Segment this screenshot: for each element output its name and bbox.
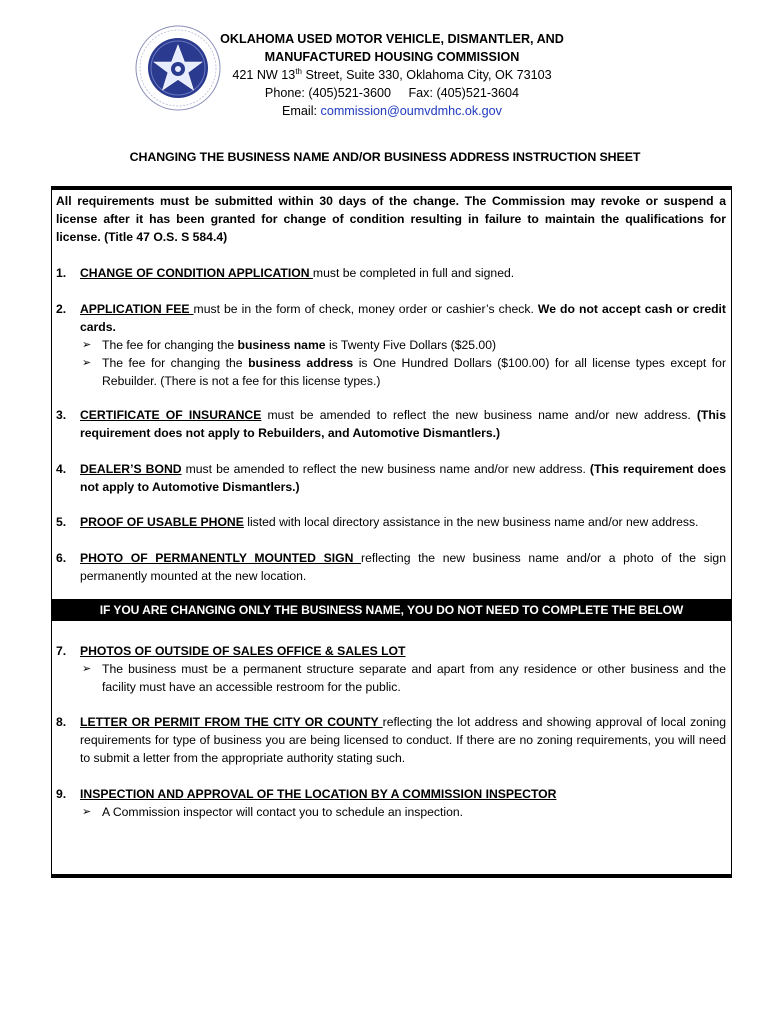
- item-heading: DEALER’S BOND: [80, 462, 182, 476]
- state-seal-logo: [135, 25, 221, 111]
- item-bold-note: (This requirement does not apply to Automotive Dismantlers.): [80, 462, 726, 494]
- requirement-item: [56, 713, 726, 767]
- item-text: listed with local directory assistance in the new business name and/or new address.: [243, 515, 699, 529]
- requirement-item: [56, 785, 726, 821]
- bullet-text: is One Hundred Dollars ($100.00) for all license types except for Rebuilder. (There is not a fee for this license types.): [102, 356, 727, 388]
- item-number: 9.: [56, 787, 67, 801]
- agency-email: [212, 102, 572, 120]
- requirement-item: [56, 406, 726, 442]
- item-number: 2.: [56, 302, 67, 316]
- requirement-item: [56, 642, 726, 696]
- item-number: 1.: [56, 266, 67, 280]
- bullet-text: The fee for changing the: [102, 338, 238, 352]
- item-number: 7.: [56, 644, 67, 658]
- address-part: 421 NW 13: [232, 68, 296, 82]
- bullet-item: [80, 803, 726, 821]
- item-text: must be in the form of check, money order or cashier’s check.: [193, 302, 538, 316]
- address-superscript: th: [295, 66, 302, 76]
- requirement-item: [56, 300, 726, 390]
- item-heading: CERTIFICATE OF INSURANCE: [80, 408, 262, 422]
- item-heading: CHANGE OF CONDITION APPLICATION: [80, 266, 313, 280]
- item-number: 3.: [56, 408, 67, 422]
- document-title: CHANGING THE BUSINESS NAME AND/OR BUSINESS ADDRESS INSTRUCTION SHEET: [129, 150, 641, 164]
- agency-phone-fax: Phone: (405)521-3600 Fax: (405)521-3604: [264, 86, 520, 100]
- item-heading: LETTER OR PERMIT FROM THE CITY OR COUNTY: [80, 715, 383, 729]
- item-number: 4.: [56, 462, 67, 476]
- item-heading: PROOF OF USABLE PHONE: [80, 515, 244, 529]
- requirement-item: [56, 460, 726, 496]
- bullet-item: [80, 336, 726, 354]
- notice-banner: IF YOU ARE CHANGING ONLY THE BUSINESS NAME, YOU DO NOT NEED TO COMPLETE THE BELOW REQUIREMENTS.: [52, 599, 731, 621]
- bullet-item: [80, 660, 726, 696]
- item-number: 5.: [56, 515, 67, 529]
- arrow-bullet-icon: ➢: [82, 806, 92, 818]
- email-label: Email:: [282, 104, 321, 118]
- item-heading: INSPECTION AND APPROVAL OF THE LOCATION BY A COMMISSION INSPECTOR: [80, 787, 557, 801]
- bullet-text: A Commission inspector will contact you to schedule an inspection.: [102, 805, 464, 819]
- instructions-box: [51, 186, 732, 878]
- item-text: must be amended to reflect the new business name and/or new address.: [261, 408, 697, 422]
- agency-name-line-1: OKLAHOMA USED MOTOR VEHICLE, DISMANTLER, AND: [220, 32, 564, 46]
- bullet-bold: business name: [237, 338, 326, 352]
- bullet-text: is Twenty Five Dollars ($25.00): [325, 338, 497, 352]
- bullet-item: [80, 354, 726, 390]
- agency-name-line-2: MANUFACTURED HOUSING COMMISSION: [264, 50, 520, 64]
- item-heading: PHOTOS OF OUTSIDE OF SALES OFFICE & SALES LOT: [80, 644, 406, 658]
- arrow-bullet-icon: ➢: [82, 663, 92, 675]
- requirement-item: [56, 513, 726, 531]
- item-text: must be completed in full and signed.: [312, 266, 515, 280]
- item-text: reflecting the new business name and/or a photo of the sign permanently mounted at the new location.: [80, 551, 726, 583]
- item-heading: APPLICATION FEE: [80, 302, 194, 316]
- agency-header: [212, 30, 572, 120]
- agency-address: [212, 66, 572, 84]
- item-heading: PHOTO OF PERMANENTLY MOUNTED SIGN: [80, 551, 362, 565]
- requirement-item: [56, 549, 726, 585]
- arrow-bullet-icon: ➢: [82, 339, 92, 351]
- item-text: reflecting the lot address and showing approval of local zoning requirements for type of business you are being licensed to conduct. If there are no zoning requirements, you will need to submit a letter from the appropriate authority stating such.: [80, 715, 727, 765]
- item-number: 6.: [56, 551, 67, 565]
- bullet-text: The business must be a permanent structure separate and apart from any residence or other business and the facility must have an accessible restroom for the public.: [102, 662, 726, 694]
- item-bold-note: (This requirement does not apply to Rebuilders, and Automotive Dismantlers.): [80, 408, 726, 440]
- item-bold-note: We do not accept cash or credit cards.: [80, 302, 726, 334]
- item-number: 8.: [56, 715, 67, 729]
- item-text: must be amended to reflect the new business name and/or new address.: [181, 462, 590, 476]
- email-link[interactable]: commission@oumvdmhc.ok.gov: [320, 104, 502, 118]
- requirement-item: [56, 264, 726, 282]
- address-part: Street, Suite 330, Oklahoma City, OK 73103: [301, 68, 552, 82]
- bullet-bold: business address: [248, 356, 354, 370]
- intro-paragraph: All requirements must be submitted within 30 days of the change. The Commission may revoke or suspend a license after it has been granted for change of condition resulting in failure to maintain the qualifications for license. (Title 47 O.S. S 584.4): [56, 194, 726, 244]
- arrow-bullet-icon: ➢: [82, 357, 92, 369]
- bullet-text: The fee for changing the: [102, 356, 249, 370]
